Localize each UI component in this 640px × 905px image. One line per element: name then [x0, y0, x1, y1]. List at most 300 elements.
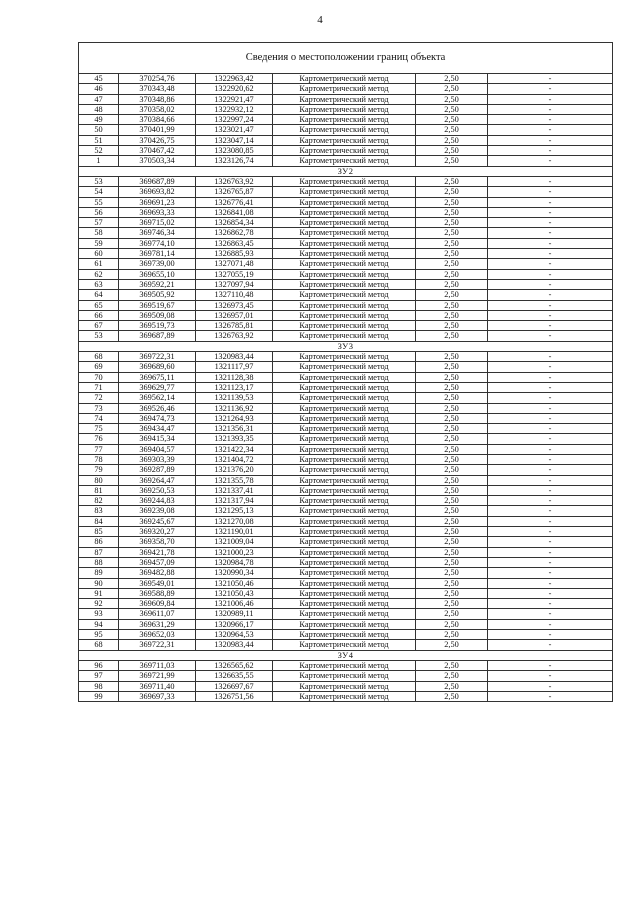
x-coordinate-cell: 369250,53 — [119, 485, 196, 495]
boundary-coordinates-table — [78, 42, 613, 702]
precision-cell: 2,50 — [416, 609, 488, 619]
y-coordinate-cell: 1327055,19 — [196, 269, 273, 279]
precision-cell: 2,50 — [416, 630, 488, 640]
table-row — [79, 506, 613, 516]
y-coordinate-cell: 1323080,85 — [196, 146, 273, 156]
x-coordinate-cell: 369722,31 — [119, 640, 196, 650]
y-coordinate-cell: 1321128,38 — [196, 372, 273, 382]
point-number-cell: 47 — [79, 94, 119, 104]
point-number-cell: 59 — [79, 238, 119, 248]
y-coordinate-cell: 1321123,17 — [196, 382, 273, 392]
table-row — [79, 393, 613, 403]
precision-cell: 2,50 — [416, 413, 488, 423]
y-coordinate-cell: 1326854,34 — [196, 218, 273, 228]
precision-cell: 2,50 — [416, 104, 488, 114]
x-coordinate-cell: 369711,40 — [119, 681, 196, 691]
table-row — [79, 94, 613, 104]
precision-cell: 2,50 — [416, 362, 488, 372]
y-coordinate-cell: 1326697,67 — [196, 681, 273, 691]
table-row — [79, 424, 613, 434]
description-cell: - — [488, 207, 613, 217]
precision-cell: 2,50 — [416, 187, 488, 197]
table-row — [79, 249, 613, 259]
precision-cell: 2,50 — [416, 619, 488, 629]
precision-cell: 2,50 — [416, 84, 488, 94]
table-row — [79, 104, 613, 114]
x-coordinate-cell: 370343,48 — [119, 84, 196, 94]
method-cell: Картометрический метод — [273, 115, 416, 125]
point-number-cell: 95 — [79, 630, 119, 640]
x-coordinate-cell: 369739,00 — [119, 259, 196, 269]
y-coordinate-cell: 1322921,47 — [196, 94, 273, 104]
method-cell: Картометрический метод — [273, 454, 416, 464]
table-row — [79, 640, 613, 650]
description-cell: - — [488, 578, 613, 588]
description-cell: - — [488, 228, 613, 238]
description-cell: - — [488, 300, 613, 310]
x-coordinate-cell: 370503,34 — [119, 156, 196, 166]
point-number-cell: 92 — [79, 599, 119, 609]
table-row — [79, 413, 613, 423]
y-coordinate-cell: 1321295,13 — [196, 506, 273, 516]
description-cell: - — [488, 660, 613, 670]
precision-cell: 2,50 — [416, 393, 488, 403]
point-number-cell: 61 — [79, 259, 119, 269]
precision-cell: 2,50 — [416, 691, 488, 701]
description-cell: - — [488, 249, 613, 259]
point-number-cell: 85 — [79, 527, 119, 537]
point-number-cell: 67 — [79, 321, 119, 331]
y-coordinate-cell: 1321393,35 — [196, 434, 273, 444]
table-row — [79, 557, 613, 567]
x-coordinate-cell: 369519,73 — [119, 321, 196, 331]
description-cell: - — [488, 74, 613, 84]
table-row — [79, 619, 613, 629]
x-coordinate-cell: 369691,23 — [119, 197, 196, 207]
point-number-cell: 57 — [79, 218, 119, 228]
precision-cell: 2,50 — [416, 485, 488, 495]
precision-cell: 2,50 — [416, 434, 488, 444]
precision-cell: 2,50 — [416, 475, 488, 485]
table-title: Сведения о местоположении границ объекта — [79, 43, 613, 74]
y-coordinate-cell: 1321317,94 — [196, 496, 273, 506]
description-cell: - — [488, 238, 613, 248]
description-cell: - — [488, 218, 613, 228]
y-coordinate-cell: 1320964,53 — [196, 630, 273, 640]
x-coordinate-cell: 369287,89 — [119, 465, 196, 475]
description-cell: - — [488, 362, 613, 372]
table-row — [79, 403, 613, 413]
point-number-cell: 74 — [79, 413, 119, 423]
precision-cell: 2,50 — [416, 321, 488, 331]
description-cell: - — [488, 691, 613, 701]
point-number-cell: 70 — [79, 372, 119, 382]
y-coordinate-cell: 1320983,44 — [196, 640, 273, 650]
point-number-cell: 55 — [79, 197, 119, 207]
table-row — [79, 115, 613, 125]
table-row — [79, 660, 613, 670]
point-number-cell: 89 — [79, 568, 119, 578]
method-cell: Картометрический метод — [273, 527, 416, 537]
precision-cell: 2,50 — [416, 259, 488, 269]
precision-cell: 2,50 — [416, 578, 488, 588]
precision-cell: 2,50 — [416, 506, 488, 516]
point-number-cell: 82 — [79, 496, 119, 506]
y-coordinate-cell: 1326763,92 — [196, 176, 273, 186]
table-row — [79, 578, 613, 588]
y-coordinate-cell: 1321050,46 — [196, 578, 273, 588]
point-number-cell: 94 — [79, 619, 119, 629]
precision-cell: 2,50 — [416, 516, 488, 526]
table-row — [79, 135, 613, 145]
description-cell: - — [488, 434, 613, 444]
method-cell: Картометрический метод — [273, 537, 416, 547]
point-number-cell: 90 — [79, 578, 119, 588]
table-row — [79, 362, 613, 372]
description-cell: - — [488, 609, 613, 619]
y-coordinate-cell: 1322932,12 — [196, 104, 273, 114]
description-cell: - — [488, 454, 613, 464]
point-number-cell: 99 — [79, 691, 119, 701]
method-cell: Картометрический метод — [273, 156, 416, 166]
precision-cell: 2,50 — [416, 331, 488, 341]
group-label: ЗУ2 — [79, 166, 613, 176]
x-coordinate-cell: 369320,27 — [119, 527, 196, 537]
description-cell: - — [488, 599, 613, 609]
table-row — [79, 609, 613, 619]
x-coordinate-cell: 369509,08 — [119, 310, 196, 320]
table-row — [79, 454, 613, 464]
x-coordinate-cell: 369689,60 — [119, 362, 196, 372]
y-coordinate-cell: 1326973,45 — [196, 300, 273, 310]
y-coordinate-cell: 1326785,81 — [196, 321, 273, 331]
precision-cell: 2,50 — [416, 465, 488, 475]
y-coordinate-cell: 1326776,41 — [196, 197, 273, 207]
table-row — [79, 568, 613, 578]
x-coordinate-cell: 369519,67 — [119, 300, 196, 310]
point-number-cell: 80 — [79, 475, 119, 485]
precision-cell: 2,50 — [416, 146, 488, 156]
method-cell: Картометрический метод — [273, 135, 416, 145]
method-cell: Картометрический метод — [273, 84, 416, 94]
method-cell: Картометрический метод — [273, 176, 416, 186]
point-number-cell: 77 — [79, 444, 119, 454]
description-cell: - — [488, 331, 613, 341]
description-cell: - — [488, 146, 613, 156]
point-number-cell: 73 — [79, 403, 119, 413]
x-coordinate-cell: 370426,75 — [119, 135, 196, 145]
group-label: ЗУ3 — [79, 341, 613, 351]
description-cell: - — [488, 496, 613, 506]
description-cell: - — [488, 115, 613, 125]
x-coordinate-cell: 369711,03 — [119, 660, 196, 670]
precision-cell: 2,50 — [416, 197, 488, 207]
precision-cell: 2,50 — [416, 588, 488, 598]
y-coordinate-cell: 1321139,53 — [196, 393, 273, 403]
method-cell: Картометрический метод — [273, 444, 416, 454]
table-row — [79, 434, 613, 444]
method-cell: Картометрический метод — [273, 465, 416, 475]
description-cell: - — [488, 588, 613, 598]
y-coordinate-cell: 1321050,43 — [196, 588, 273, 598]
description-cell: - — [488, 527, 613, 537]
precision-cell: 2,50 — [416, 640, 488, 650]
y-coordinate-cell: 1326635,55 — [196, 671, 273, 681]
point-number-cell: 68 — [79, 352, 119, 362]
table-row — [79, 671, 613, 681]
x-coordinate-cell: 369264,47 — [119, 475, 196, 485]
point-number-cell: 86 — [79, 537, 119, 547]
table-row — [79, 630, 613, 640]
description-cell: - — [488, 630, 613, 640]
x-coordinate-cell: 369526,46 — [119, 403, 196, 413]
y-coordinate-cell: 1326751,56 — [196, 691, 273, 701]
group-header-row — [79, 341, 613, 351]
method-cell: Картометрический метод — [273, 547, 416, 557]
description-cell: - — [488, 352, 613, 362]
point-number-cell: 75 — [79, 424, 119, 434]
method-cell: Картометрический метод — [273, 382, 416, 392]
description-cell: - — [488, 290, 613, 300]
x-coordinate-cell: 369245,67 — [119, 516, 196, 526]
table-row — [79, 547, 613, 557]
method-cell: Картометрический метод — [273, 352, 416, 362]
x-coordinate-cell: 369457,09 — [119, 557, 196, 567]
description-cell: - — [488, 382, 613, 392]
method-cell: Картометрический метод — [273, 300, 416, 310]
method-cell: Картометрический метод — [273, 279, 416, 289]
method-cell: Картометрический метод — [273, 94, 416, 104]
description-cell: - — [488, 619, 613, 629]
table-row — [79, 84, 613, 94]
description-cell: - — [488, 475, 613, 485]
method-cell: Картометрический метод — [273, 496, 416, 506]
precision-cell: 2,50 — [416, 382, 488, 392]
description-cell: - — [488, 506, 613, 516]
table-row — [79, 321, 613, 331]
table-row — [79, 197, 613, 207]
table-row — [79, 310, 613, 320]
point-number-cell: 56 — [79, 207, 119, 217]
point-number-cell: 79 — [79, 465, 119, 475]
point-number-cell: 52 — [79, 146, 119, 156]
description-cell: - — [488, 516, 613, 526]
y-coordinate-cell: 1326565,62 — [196, 660, 273, 670]
table-row — [79, 352, 613, 362]
table-row — [79, 156, 613, 166]
table-row — [79, 485, 613, 495]
method-cell: Картометрический метод — [273, 599, 416, 609]
point-number-cell: 54 — [79, 187, 119, 197]
description-cell: - — [488, 156, 613, 166]
x-coordinate-cell: 369655,10 — [119, 269, 196, 279]
description-cell: - — [488, 125, 613, 135]
method-cell: Картометрический метод — [273, 475, 416, 485]
method-cell: Картометрический метод — [273, 588, 416, 598]
precision-cell: 2,50 — [416, 290, 488, 300]
precision-cell: 2,50 — [416, 176, 488, 186]
y-coordinate-cell: 1323021,47 — [196, 125, 273, 135]
precision-cell: 2,50 — [416, 74, 488, 84]
description-cell: - — [488, 444, 613, 454]
point-number-cell: 88 — [79, 557, 119, 567]
table-row — [79, 382, 613, 392]
table-row — [79, 176, 613, 186]
precision-cell: 2,50 — [416, 671, 488, 681]
point-number-cell: 76 — [79, 434, 119, 444]
table-row — [79, 331, 613, 341]
x-coordinate-cell: 370401,99 — [119, 125, 196, 135]
y-coordinate-cell: 1320966,17 — [196, 619, 273, 629]
table-row — [79, 681, 613, 691]
y-coordinate-cell: 1321117,97 — [196, 362, 273, 372]
precision-cell: 2,50 — [416, 547, 488, 557]
precision-cell: 2,50 — [416, 238, 488, 248]
point-number-cell: 46 — [79, 84, 119, 94]
table-row — [79, 527, 613, 537]
precision-cell: 2,50 — [416, 557, 488, 567]
y-coordinate-cell: 1320989,11 — [196, 609, 273, 619]
table-row — [79, 238, 613, 248]
description-cell: - — [488, 135, 613, 145]
method-cell: Картометрический метод — [273, 290, 416, 300]
x-coordinate-cell: 369693,33 — [119, 207, 196, 217]
x-coordinate-cell: 369774,10 — [119, 238, 196, 248]
y-coordinate-cell: 1320990,34 — [196, 568, 273, 578]
method-cell: Картометрический метод — [273, 238, 416, 248]
x-coordinate-cell: 369631,29 — [119, 619, 196, 629]
point-number-cell: 98 — [79, 681, 119, 691]
precision-cell: 2,50 — [416, 228, 488, 238]
precision-cell: 2,50 — [416, 207, 488, 217]
point-number-cell: 64 — [79, 290, 119, 300]
x-coordinate-cell: 369239,08 — [119, 506, 196, 516]
table-row — [79, 146, 613, 156]
precision-cell: 2,50 — [416, 681, 488, 691]
point-number-cell: 58 — [79, 228, 119, 238]
method-cell: Картометрический метод — [273, 424, 416, 434]
method-cell: Картометрический метод — [273, 640, 416, 650]
x-coordinate-cell: 369722,31 — [119, 352, 196, 362]
point-number-cell: 53 — [79, 176, 119, 186]
description-cell: - — [488, 94, 613, 104]
method-cell: Картометрический метод — [273, 403, 416, 413]
y-coordinate-cell: 1326765,87 — [196, 187, 273, 197]
table-row — [79, 465, 613, 475]
description-cell: - — [488, 537, 613, 547]
precision-cell: 2,50 — [416, 300, 488, 310]
y-coordinate-cell: 1321000,23 — [196, 547, 273, 557]
description-cell: - — [488, 681, 613, 691]
point-number-cell: 78 — [79, 454, 119, 464]
y-coordinate-cell: 1322997,24 — [196, 115, 273, 125]
method-cell: Картометрический метод — [273, 516, 416, 526]
x-coordinate-cell: 369434,47 — [119, 424, 196, 434]
point-number-cell: 60 — [79, 249, 119, 259]
x-coordinate-cell: 370358,02 — [119, 104, 196, 114]
method-cell: Картометрический метод — [273, 671, 416, 681]
method-cell: Картометрический метод — [273, 393, 416, 403]
x-coordinate-cell: 369303,39 — [119, 454, 196, 464]
method-cell: Картометрический метод — [273, 187, 416, 197]
x-coordinate-cell: 369592,21 — [119, 279, 196, 289]
x-coordinate-cell: 369549,01 — [119, 578, 196, 588]
x-coordinate-cell: 369474,73 — [119, 413, 196, 423]
method-cell: Картометрический метод — [273, 207, 416, 217]
y-coordinate-cell: 1321006,46 — [196, 599, 273, 609]
table-row — [79, 475, 613, 485]
method-cell: Картометрический метод — [273, 568, 416, 578]
point-number-cell: 69 — [79, 362, 119, 372]
y-coordinate-cell: 1326863,45 — [196, 238, 273, 248]
method-cell: Картометрический метод — [273, 609, 416, 619]
method-cell: Картометрический метод — [273, 485, 416, 495]
point-number-cell: 87 — [79, 547, 119, 557]
description-cell: - — [488, 176, 613, 186]
y-coordinate-cell: 1327110,48 — [196, 290, 273, 300]
point-number-cell: 97 — [79, 671, 119, 681]
description-cell: - — [488, 413, 613, 423]
table-row — [79, 125, 613, 135]
point-number-cell: 51 — [79, 135, 119, 145]
x-coordinate-cell: 369687,89 — [119, 176, 196, 186]
precision-cell: 2,50 — [416, 135, 488, 145]
description-cell: - — [488, 393, 613, 403]
point-number-cell: 96 — [79, 660, 119, 670]
y-coordinate-cell: 1323126,74 — [196, 156, 273, 166]
x-coordinate-cell: 370348,86 — [119, 94, 196, 104]
point-number-cell: 65 — [79, 300, 119, 310]
x-coordinate-cell: 370467,42 — [119, 146, 196, 156]
method-cell: Картометрический метод — [273, 249, 416, 259]
table-row — [79, 444, 613, 454]
point-number-cell: 72 — [79, 393, 119, 403]
y-coordinate-cell: 1326862,78 — [196, 228, 273, 238]
method-cell: Картометрический метод — [273, 125, 416, 135]
method-cell: Картометрический метод — [273, 146, 416, 156]
precision-cell: 2,50 — [416, 269, 488, 279]
x-coordinate-cell: 369482,88 — [119, 568, 196, 578]
precision-cell: 2,50 — [416, 94, 488, 104]
method-cell: Картометрический метод — [273, 660, 416, 670]
precision-cell: 2,50 — [416, 527, 488, 537]
method-cell: Картометрический метод — [273, 362, 416, 372]
x-coordinate-cell: 369629,77 — [119, 382, 196, 392]
x-coordinate-cell: 369715,02 — [119, 218, 196, 228]
x-coordinate-cell: 369652,03 — [119, 630, 196, 640]
point-number-cell: 62 — [79, 269, 119, 279]
method-cell: Картометрический метод — [273, 630, 416, 640]
precision-cell: 2,50 — [416, 599, 488, 609]
y-coordinate-cell: 1326763,92 — [196, 331, 273, 341]
table-row — [79, 599, 613, 609]
table-row — [79, 537, 613, 547]
y-coordinate-cell: 1321009,04 — [196, 537, 273, 547]
method-cell: Картометрический метод — [273, 691, 416, 701]
method-cell: Картометрический метод — [273, 557, 416, 567]
precision-cell: 2,50 — [416, 218, 488, 228]
precision-cell: 2,50 — [416, 310, 488, 320]
method-cell: Картометрический метод — [273, 578, 416, 588]
x-coordinate-cell: 369721,99 — [119, 671, 196, 681]
y-coordinate-cell: 1321136,92 — [196, 403, 273, 413]
method-cell: Картометрический метод — [273, 619, 416, 629]
y-coordinate-cell: 1326957,01 — [196, 310, 273, 320]
point-number-cell: 71 — [79, 382, 119, 392]
table-row — [79, 372, 613, 382]
x-coordinate-cell: 369404,57 — [119, 444, 196, 454]
x-coordinate-cell: 369588,89 — [119, 588, 196, 598]
